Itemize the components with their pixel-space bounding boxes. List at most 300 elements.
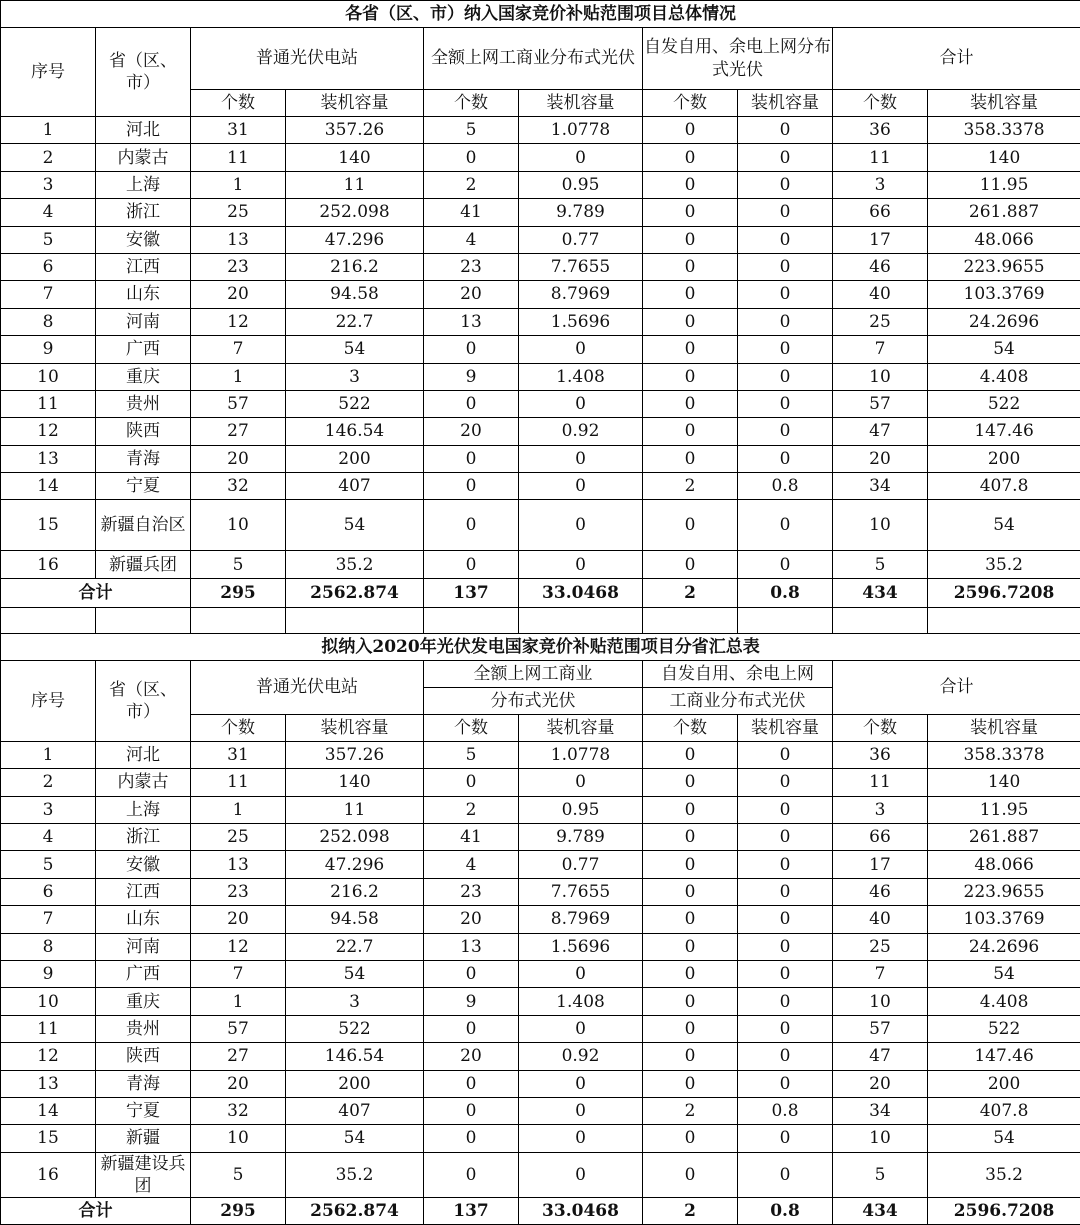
cell-province: 安徽	[96, 226, 191, 253]
table-row	[1, 878, 1080, 905]
cell-seq: 8	[1, 308, 96, 335]
cell-province: 新疆建设兵团	[96, 1152, 191, 1197]
total-cell: 137	[424, 578, 519, 607]
cell-total-capacity: 261.887	[928, 824, 1080, 851]
cell-total-capacity: 54	[928, 336, 1080, 363]
cell-selfuse-capacity: 0	[738, 741, 833, 768]
total-cell: 0.8	[738, 578, 833, 607]
cell-total-count: 36	[833, 117, 928, 144]
cell-fullgrid-count: 41	[424, 824, 519, 851]
cell-seq: 7	[1, 906, 96, 933]
table2-section	[1, 633, 1080, 741]
cell-utility-capacity: 11	[286, 796, 424, 823]
total-cell: 33.0468	[519, 1197, 643, 1224]
cell-fullgrid-capacity: 1.5696	[519, 308, 643, 335]
cell-fullgrid-capacity: 0	[519, 1125, 643, 1152]
cell-selfuse-count: 0	[643, 336, 738, 363]
cell-fullgrid-count: 9	[424, 988, 519, 1015]
cell-province: 河南	[96, 308, 191, 335]
cell-selfuse-capacity: 0	[738, 144, 833, 171]
cell-fullgrid-capacity: 0	[519, 500, 643, 551]
cell-fullgrid-capacity: 0	[519, 1097, 643, 1124]
total-cell: 2	[643, 1197, 738, 1224]
cell-province: 新疆	[96, 1125, 191, 1152]
cell-total-capacity: 4.408	[928, 363, 1080, 390]
cell-fullgrid-count: 20	[424, 906, 519, 933]
cell-utility-capacity: 35.2	[286, 551, 424, 578]
cell-utility-count: 20	[191, 906, 286, 933]
header-capacity: 装机容量	[928, 90, 1080, 117]
header-capacity: 装机容量	[738, 90, 833, 117]
cell-province: 广西	[96, 960, 191, 987]
cell-fullgrid-count: 0	[424, 1125, 519, 1152]
cell-province: 重庆	[96, 363, 191, 390]
cell-seq: 13	[1, 1070, 96, 1097]
cell-selfuse-count: 0	[643, 500, 738, 551]
cell-province: 上海	[96, 796, 191, 823]
cell-utility-capacity: 3	[286, 363, 424, 390]
header-capacity: 装机容量	[286, 714, 424, 741]
table-row	[1, 500, 1080, 551]
cell-total-count: 5	[833, 1152, 928, 1197]
cell-total-count: 66	[833, 199, 928, 226]
cell-province: 上海	[96, 171, 191, 198]
table-row	[1, 988, 1080, 1015]
cell-total-count: 10	[833, 500, 928, 551]
cell-selfuse-capacity: 0	[738, 988, 833, 1015]
table-row	[1, 281, 1080, 308]
cell-total-count: 10	[833, 1125, 928, 1152]
cell-selfuse-capacity: 0	[738, 253, 833, 280]
header-province: 省（区、市）	[96, 28, 191, 117]
cell-utility-capacity: 252.098	[286, 824, 424, 851]
header-group-self-use-line1: 自发自用、余电上网	[643, 660, 833, 687]
cell-total-count: 36	[833, 741, 928, 768]
cell-selfuse-capacity: 0.8	[738, 1097, 833, 1124]
cell-utility-capacity: 11	[286, 171, 424, 198]
cell-selfuse-capacity: 0	[738, 1015, 833, 1042]
cell-selfuse-count: 2	[643, 473, 738, 500]
header-capacity: 装机容量	[519, 714, 643, 741]
cell-utility-capacity: 47.296	[286, 226, 424, 253]
cell-selfuse-capacity: 0	[738, 117, 833, 144]
cell-utility-count: 1	[191, 796, 286, 823]
table2-rows	[1, 741, 1080, 1197]
cell-fullgrid-count: 20	[424, 418, 519, 445]
cell-seq: 3	[1, 796, 96, 823]
table1-section	[1, 1, 1080, 117]
cell-total-count: 20	[833, 1070, 928, 1097]
cell-utility-count: 20	[191, 1070, 286, 1097]
cell-selfuse-count: 0	[643, 117, 738, 144]
table-row	[1, 1015, 1080, 1042]
cell-fullgrid-count: 0	[424, 1152, 519, 1197]
cell-utility-capacity: 22.7	[286, 308, 424, 335]
cell-province: 江西	[96, 253, 191, 280]
cell-fullgrid-capacity: 0	[519, 1152, 643, 1197]
cell-utility-capacity: 140	[286, 144, 424, 171]
cell-total-capacity: 24.2696	[928, 308, 1080, 335]
cell-selfuse-capacity: 0	[738, 1070, 833, 1097]
table2-title: 拟纳入2020年光伏发电国家竞价补贴范围项目分省汇总表	[1, 633, 1080, 660]
cell-seq: 12	[1, 1043, 96, 1070]
cell-seq: 5	[1, 851, 96, 878]
cell-seq: 4	[1, 824, 96, 851]
cell-province: 河北	[96, 741, 191, 768]
cell-selfuse-count: 0	[643, 390, 738, 417]
cell-province: 河南	[96, 933, 191, 960]
cell-province: 青海	[96, 445, 191, 472]
table-row	[1, 390, 1080, 417]
cell-selfuse-count: 0	[643, 769, 738, 796]
cell-selfuse-capacity: 0	[738, 960, 833, 987]
cell-utility-count: 27	[191, 1043, 286, 1070]
total-cell: 137	[424, 1197, 519, 1224]
cell-selfuse-capacity: 0	[738, 933, 833, 960]
cell-fullgrid-capacity: 0.92	[519, 1043, 643, 1070]
cell-total-capacity: 103.3769	[928, 906, 1080, 933]
cell-utility-capacity: 146.54	[286, 1043, 424, 1070]
cell-fullgrid-capacity: 0	[519, 1015, 643, 1042]
cell-fullgrid-count: 41	[424, 199, 519, 226]
cell-utility-count: 12	[191, 933, 286, 960]
empty-row	[1, 607, 1080, 633]
total-label: 合计	[1, 578, 191, 607]
cell-fullgrid-capacity: 0.92	[519, 418, 643, 445]
cell-utility-capacity: 3	[286, 988, 424, 1015]
cell-utility-count: 31	[191, 741, 286, 768]
header-seq: 序号	[1, 660, 96, 741]
cell-total-capacity: 48.066	[928, 851, 1080, 878]
table-row	[1, 144, 1080, 171]
header-group-self-use: 自发自用、余电上网分布式光伏	[643, 28, 833, 90]
cell-seq: 1	[1, 741, 96, 768]
cell-utility-capacity: 407	[286, 1097, 424, 1124]
cell-fullgrid-capacity: 1.5696	[519, 933, 643, 960]
cell-selfuse-capacity: 0	[738, 281, 833, 308]
table-row	[1, 226, 1080, 253]
cell-utility-capacity: 35.2	[286, 1152, 424, 1197]
header-group-full-grid: 全额上网工商业分布式光伏	[424, 28, 643, 90]
table1-title: 各省（区、市）纳入国家竞价补贴范围项目总体情况	[1, 1, 1080, 28]
table-row	[1, 1125, 1080, 1152]
cell-utility-count: 23	[191, 878, 286, 905]
cell-selfuse-count: 0	[643, 1125, 738, 1152]
cell-utility-count: 5	[191, 1152, 286, 1197]
cell-selfuse-capacity: 0	[738, 851, 833, 878]
cell-total-count: 57	[833, 390, 928, 417]
cell-total-capacity: 35.2	[928, 1152, 1080, 1197]
cell-total-count: 20	[833, 445, 928, 472]
cell-province: 重庆	[96, 988, 191, 1015]
cell-utility-count: 31	[191, 117, 286, 144]
header-group-self-use-line2: 工商业分布式光伏	[643, 687, 833, 714]
cell-selfuse-capacity: 0	[738, 878, 833, 905]
cell-province: 浙江	[96, 199, 191, 226]
empty-cell	[519, 607, 643, 633]
table1-total-row	[1, 578, 1080, 607]
cell-selfuse-count: 0	[643, 878, 738, 905]
cell-fullgrid-count: 0	[424, 500, 519, 551]
cell-selfuse-capacity: 0	[738, 336, 833, 363]
total-cell: 434	[833, 1197, 928, 1224]
header-capacity: 装机容量	[928, 714, 1080, 741]
total-cell: 2	[643, 578, 738, 607]
cell-province: 贵州	[96, 1015, 191, 1042]
cell-selfuse-capacity: 0	[738, 390, 833, 417]
cell-total-count: 11	[833, 769, 928, 796]
empty-cell	[424, 607, 519, 633]
cell-fullgrid-count: 23	[424, 253, 519, 280]
cell-fullgrid-capacity: 7.7655	[519, 878, 643, 905]
cell-fullgrid-count: 5	[424, 741, 519, 768]
table-row	[1, 336, 1080, 363]
table-row	[1, 796, 1080, 823]
cell-fullgrid-count: 0	[424, 1015, 519, 1042]
cell-fullgrid-count: 0	[424, 769, 519, 796]
cell-seq: 3	[1, 171, 96, 198]
header-group-total: 合计	[833, 660, 1080, 714]
cell-fullgrid-capacity: 1.408	[519, 988, 643, 1015]
cell-province: 广西	[96, 336, 191, 363]
header-group-utility: 普通光伏电站	[191, 660, 424, 714]
cell-seq: 10	[1, 363, 96, 390]
cell-utility-count: 1	[191, 988, 286, 1015]
cell-seq: 6	[1, 253, 96, 280]
cell-province: 山东	[96, 281, 191, 308]
cell-selfuse-capacity: 0	[738, 824, 833, 851]
cell-utility-count: 10	[191, 1125, 286, 1152]
cell-utility-count: 27	[191, 418, 286, 445]
cell-selfuse-capacity: 0	[738, 1125, 833, 1152]
cell-utility-capacity: 94.58	[286, 281, 424, 308]
table-row	[1, 418, 1080, 445]
cell-utility-capacity: 47.296	[286, 851, 424, 878]
total-cell: 33.0468	[519, 578, 643, 607]
cell-total-count: 7	[833, 960, 928, 987]
cell-seq: 6	[1, 878, 96, 905]
cell-utility-capacity: 357.26	[286, 741, 424, 768]
cell-seq: 1	[1, 117, 96, 144]
cell-province: 陕西	[96, 418, 191, 445]
cell-total-count: 34	[833, 473, 928, 500]
cell-total-count: 5	[833, 551, 928, 578]
cell-total-capacity: 200	[928, 445, 1080, 472]
cell-utility-count: 23	[191, 253, 286, 280]
cell-seq: 16	[1, 551, 96, 578]
cell-seq: 9	[1, 336, 96, 363]
cell-province: 宁夏	[96, 1097, 191, 1124]
cell-fullgrid-capacity: 1.408	[519, 363, 643, 390]
cell-fullgrid-capacity: 0.77	[519, 226, 643, 253]
table2-footer	[1, 1197, 1080, 1224]
cell-utility-count: 32	[191, 1097, 286, 1124]
cell-province: 陕西	[96, 1043, 191, 1070]
cell-selfuse-count: 0	[643, 1152, 738, 1197]
header-count: 个数	[424, 90, 519, 117]
cell-total-count: 47	[833, 418, 928, 445]
total-cell: 2562.874	[286, 578, 424, 607]
cell-fullgrid-count: 0	[424, 445, 519, 472]
header-group-full-grid-line1: 全额上网工商业	[424, 660, 643, 687]
table-row	[1, 363, 1080, 390]
cell-total-count: 40	[833, 906, 928, 933]
cell-total-count: 3	[833, 796, 928, 823]
cell-total-count: 46	[833, 253, 928, 280]
cell-fullgrid-count: 2	[424, 171, 519, 198]
cell-fullgrid-count: 13	[424, 933, 519, 960]
cell-seq: 15	[1, 1125, 96, 1152]
cell-selfuse-count: 0	[643, 1043, 738, 1070]
cell-total-capacity: 522	[928, 390, 1080, 417]
empty-cell	[191, 607, 286, 633]
total-label: 合计	[1, 1197, 191, 1224]
cell-total-capacity: 11.95	[928, 796, 1080, 823]
empty-cell	[643, 607, 738, 633]
cell-total-count: 25	[833, 308, 928, 335]
cell-province: 新疆自治区	[96, 500, 191, 551]
cell-selfuse-capacity: 0	[738, 445, 833, 472]
table-row	[1, 1152, 1080, 1197]
table-row	[1, 741, 1080, 768]
cell-fullgrid-count: 0	[424, 473, 519, 500]
cell-fullgrid-capacity: 8.7969	[519, 281, 643, 308]
cell-total-capacity: 358.3378	[928, 117, 1080, 144]
cell-total-count: 47	[833, 1043, 928, 1070]
cell-utility-count: 7	[191, 960, 286, 987]
header-capacity: 装机容量	[519, 90, 643, 117]
cell-selfuse-capacity: 0	[738, 500, 833, 551]
cell-seq: 14	[1, 473, 96, 500]
cell-fullgrid-count: 0	[424, 144, 519, 171]
cell-selfuse-count: 0	[643, 1015, 738, 1042]
cell-selfuse-count: 0	[643, 171, 738, 198]
total-cell: 0.8	[738, 1197, 833, 1224]
header-count: 个数	[643, 90, 738, 117]
cell-fullgrid-capacity: 0	[519, 960, 643, 987]
table-row	[1, 445, 1080, 472]
cell-province: 青海	[96, 1070, 191, 1097]
header-province: 省（区、市）	[96, 660, 191, 741]
cell-total-capacity: 48.066	[928, 226, 1080, 253]
cell-seq: 2	[1, 769, 96, 796]
cell-utility-capacity: 216.2	[286, 253, 424, 280]
cell-utility-capacity: 357.26	[286, 117, 424, 144]
cell-fullgrid-count: 23	[424, 878, 519, 905]
table1-footer	[1, 578, 1080, 633]
table-row	[1, 308, 1080, 335]
cell-seq: 14	[1, 1097, 96, 1124]
cell-seq: 16	[1, 1152, 96, 1197]
cell-province: 江西	[96, 878, 191, 905]
cell-selfuse-capacity: 0	[738, 551, 833, 578]
cell-utility-count: 5	[191, 551, 286, 578]
table-row	[1, 933, 1080, 960]
table-row	[1, 1097, 1080, 1124]
cell-fullgrid-count: 4	[424, 226, 519, 253]
cell-total-count: 25	[833, 933, 928, 960]
cell-utility-count: 11	[191, 144, 286, 171]
cell-utility-capacity: 252.098	[286, 199, 424, 226]
cell-fullgrid-count: 0	[424, 960, 519, 987]
table-row	[1, 769, 1080, 796]
cell-utility-count: 13	[191, 851, 286, 878]
cell-utility-count: 25	[191, 824, 286, 851]
cell-fullgrid-capacity: 9.789	[519, 199, 643, 226]
cell-total-count: 11	[833, 144, 928, 171]
cell-province: 新疆兵团	[96, 551, 191, 578]
cell-total-capacity: 140	[928, 769, 1080, 796]
cell-total-count: 66	[833, 824, 928, 851]
cell-selfuse-count: 0	[643, 308, 738, 335]
cell-utility-count: 25	[191, 199, 286, 226]
cell-total-count: 3	[833, 171, 928, 198]
cell-fullgrid-capacity: 1.0778	[519, 741, 643, 768]
cell-seq: 4	[1, 199, 96, 226]
cell-utility-capacity: 216.2	[286, 878, 424, 905]
cell-seq: 11	[1, 1015, 96, 1042]
header-count: 个数	[833, 90, 928, 117]
cell-seq: 12	[1, 418, 96, 445]
cell-province: 浙江	[96, 824, 191, 851]
cell-selfuse-count: 0	[643, 418, 738, 445]
cell-selfuse-count: 0	[643, 199, 738, 226]
cell-province: 贵州	[96, 390, 191, 417]
cell-fullgrid-capacity: 0	[519, 390, 643, 417]
cell-seq: 15	[1, 500, 96, 551]
cell-fullgrid-count: 0	[424, 1070, 519, 1097]
cell-province: 山东	[96, 906, 191, 933]
cell-seq: 9	[1, 960, 96, 987]
cell-total-capacity: 35.2	[928, 551, 1080, 578]
cell-total-count: 46	[833, 878, 928, 905]
cell-utility-capacity: 140	[286, 769, 424, 796]
cell-total-count: 57	[833, 1015, 928, 1042]
cell-province: 宁夏	[96, 473, 191, 500]
cell-province: 内蒙古	[96, 769, 191, 796]
cell-fullgrid-count: 0	[424, 336, 519, 363]
table-row	[1, 199, 1080, 226]
cell-selfuse-capacity: 0	[738, 226, 833, 253]
table-row	[1, 906, 1080, 933]
table-row	[1, 851, 1080, 878]
cell-utility-capacity: 94.58	[286, 906, 424, 933]
cell-utility-capacity: 54	[286, 960, 424, 987]
empty-cell	[286, 607, 424, 633]
cell-fullgrid-count: 0	[424, 551, 519, 578]
table-row	[1, 824, 1080, 851]
cell-selfuse-count: 0	[643, 960, 738, 987]
cell-fullgrid-capacity: 0	[519, 1070, 643, 1097]
table-row	[1, 117, 1080, 144]
empty-cell	[738, 607, 833, 633]
cell-fullgrid-count: 13	[424, 308, 519, 335]
cell-fullgrid-count: 20	[424, 281, 519, 308]
header-group-total: 合计	[833, 28, 1080, 90]
cell-fullgrid-capacity: 0	[519, 769, 643, 796]
cell-selfuse-count: 0	[643, 824, 738, 851]
cell-utility-count: 12	[191, 308, 286, 335]
cell-seq: 11	[1, 390, 96, 417]
cell-selfuse-capacity: 0	[738, 418, 833, 445]
cell-selfuse-count: 0	[643, 253, 738, 280]
cell-utility-capacity: 522	[286, 390, 424, 417]
cell-selfuse-count: 0	[643, 1070, 738, 1097]
cell-fullgrid-count: 20	[424, 1043, 519, 1070]
table-row	[1, 473, 1080, 500]
cell-total-count: 34	[833, 1097, 928, 1124]
cell-total-count: 40	[833, 281, 928, 308]
